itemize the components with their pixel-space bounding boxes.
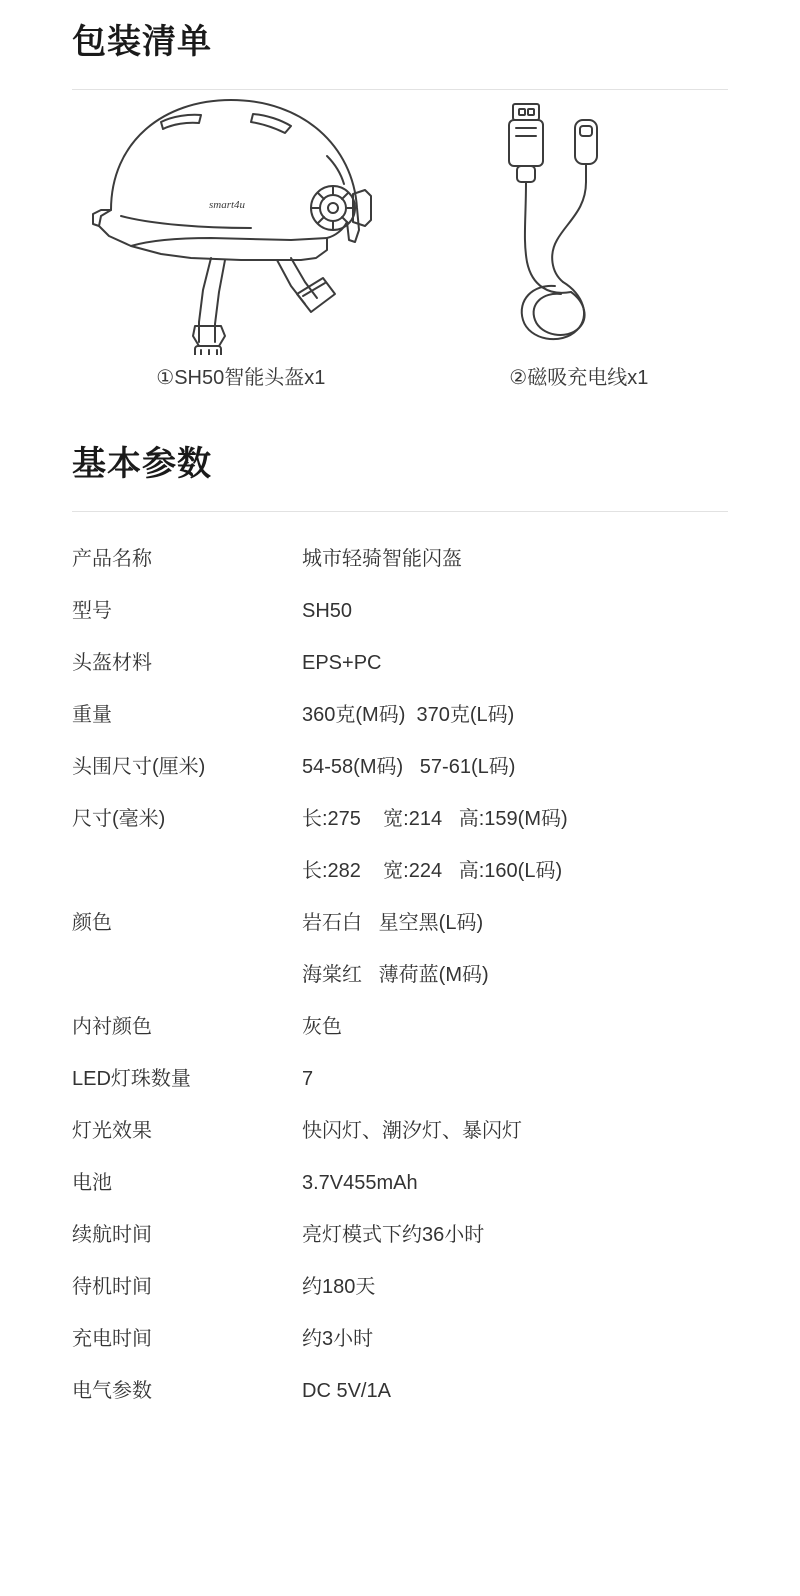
packing-list-title: 包装清单 xyxy=(72,23,212,61)
packing-item-cable xyxy=(430,90,728,390)
table-row xyxy=(72,802,728,854)
spec-label: 充电时间 xyxy=(72,1327,152,1350)
spec-value: DC 5V/1A xyxy=(302,1379,391,1402)
spec-value: 360克(M码) 370克(L码) xyxy=(302,703,515,726)
table-row xyxy=(72,854,728,906)
table-row xyxy=(72,1166,728,1218)
spec-label: 内衬颜色 xyxy=(72,1015,152,1038)
spec-label: 重量 xyxy=(72,703,112,726)
spec-label: 待机时间 xyxy=(72,1275,152,1298)
table-row xyxy=(72,542,728,594)
specs-title: 基本参数 xyxy=(72,444,212,483)
packing-item-helmet xyxy=(82,90,400,390)
table-row xyxy=(72,1270,728,1322)
helmet-icon xyxy=(91,90,391,355)
spec-label: 头盔材料 xyxy=(72,651,152,674)
table-row xyxy=(72,1218,728,1270)
spec-value: 约180天 xyxy=(302,1275,376,1298)
spec-value: 长:282 宽:224 高:160(L码) xyxy=(302,859,563,882)
table-row xyxy=(72,1322,728,1374)
table-row xyxy=(72,906,728,958)
spec-label: 电池 xyxy=(72,1171,112,1194)
spec-value: 海棠红 薄荷蓝(M码) xyxy=(302,963,489,986)
helmet-figure xyxy=(91,90,391,355)
spec-label: 续航时间 xyxy=(72,1223,152,1246)
spec-value: 7 xyxy=(302,1067,314,1090)
spec-value: 长:275 宽:214 高:159(M码) xyxy=(302,807,568,830)
packing-item-caption: ②磁吸充电线x1 xyxy=(509,366,649,389)
table-row xyxy=(72,594,728,646)
spec-label: 电气参数 xyxy=(72,1379,152,1402)
spec-value: 亮灯模式下约36小时 xyxy=(302,1223,485,1246)
table-row xyxy=(72,1010,728,1062)
usb-charging-cable-icon xyxy=(479,90,679,355)
table-row xyxy=(72,698,728,750)
divider-specs xyxy=(72,511,728,512)
spec-value: 约3小时 xyxy=(302,1327,374,1350)
specs-table xyxy=(72,542,728,1426)
spec-value: SH50 xyxy=(302,599,353,622)
table-row xyxy=(72,646,728,698)
table-row xyxy=(72,750,728,802)
cable-figure xyxy=(479,90,679,355)
spec-label: 型号 xyxy=(72,599,112,622)
spec-value: 灰色 xyxy=(302,1015,342,1038)
packing-list-items xyxy=(72,120,728,390)
spec-label: 灯光效果 xyxy=(72,1119,152,1142)
table-row xyxy=(72,1114,728,1166)
spec-value: 54-58(M码) 57-61(L码) xyxy=(302,755,516,778)
table-row xyxy=(72,1374,728,1426)
spec-label: 颜色 xyxy=(72,911,112,934)
table-row xyxy=(72,958,728,1010)
table-row xyxy=(72,1062,728,1114)
spec-label: 产品名称 xyxy=(72,547,152,570)
spec-value: EPS+PC xyxy=(302,651,382,674)
spec-label: LED灯珠数量 xyxy=(72,1067,191,1090)
brand-mark: smart4u xyxy=(208,198,245,211)
spec-value: 3.7V455mAh xyxy=(302,1171,418,1194)
packing-item-caption: ①SH50智能头盔x1 xyxy=(156,366,326,389)
spec-value: 岩石白 星空黑(L码) xyxy=(302,911,484,934)
spec-label: 头围尺寸(厘米) xyxy=(72,755,206,778)
spec-value: 城市轻骑智能闪盔 xyxy=(302,547,462,570)
spec-label: 尺寸(毫米) xyxy=(72,807,166,830)
spec-value: 快闪灯、潮汐灯、暴闪灯 xyxy=(302,1119,522,1142)
